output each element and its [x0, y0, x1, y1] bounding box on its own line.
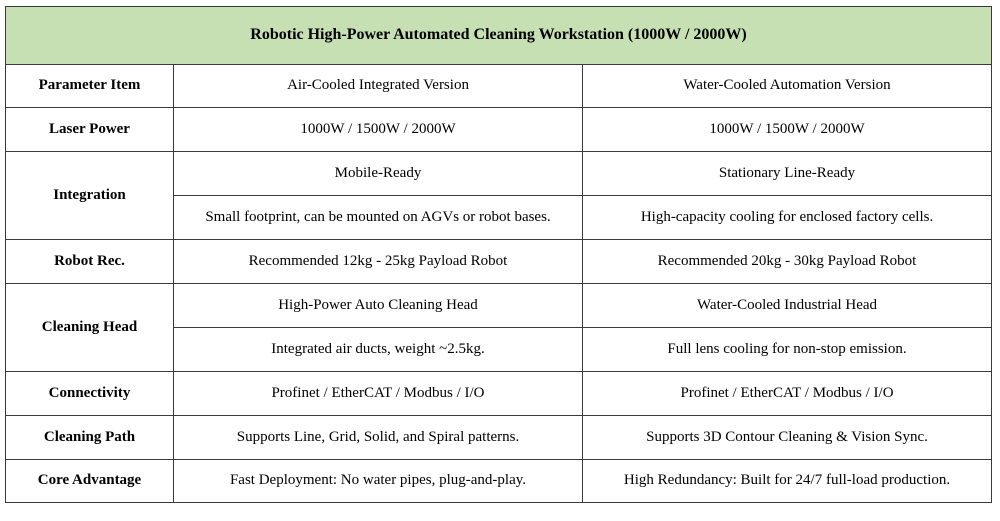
row-laser-power: [6, 108, 992, 152]
header-label-parameter-item: Parameter Item: [6, 65, 174, 108]
cell-connectivity-water: Profinet / EtherCAT / Modbus / I/O: [583, 372, 992, 416]
row-cleaning-head-1: [6, 284, 992, 328]
row-connectivity: [6, 372, 992, 416]
cell-integration-water-1: Stationary Line-Ready: [583, 152, 992, 196]
label-laser-power: Laser Power: [6, 108, 174, 152]
row-integration-1: [6, 152, 992, 196]
cell-laser-power-water: 1000W / 1500W / 2000W: [583, 108, 992, 152]
label-integration: Integration: [6, 152, 174, 240]
cell-integration-air-2: Small footprint, can be mounted on AGVs or robot bases.: [174, 196, 583, 240]
cell-cleaning-head-water-2: Full lens cooling for non-stop emission.: [583, 328, 992, 372]
label-core-advantage: Core Advantage: [6, 460, 174, 503]
cell-cleaning-path-water: Supports 3D Contour Cleaning & Vision Sync.: [583, 416, 992, 460]
label-cleaning-head: Cleaning Head: [6, 284, 174, 372]
header-water-cooled-version: Water-Cooled Automation Version: [583, 65, 992, 108]
header-row: [6, 65, 992, 108]
spec-table: [5, 6, 992, 503]
label-robot-rec: Robot Rec.: [6, 240, 174, 284]
cell-integration-air-1: Mobile-Ready: [174, 152, 583, 196]
row-cleaning-path: [6, 416, 992, 460]
cell-core-advantage-air: Fast Deployment: No water pipes, plug-and-play.: [174, 460, 583, 503]
cell-core-advantage-water: High Redundancy: Built for 24/7 full-load production.: [583, 460, 992, 503]
label-connectivity: Connectivity: [6, 372, 174, 416]
header-air-cooled-version: Air-Cooled Integrated Version: [174, 65, 583, 108]
cell-connectivity-air: Profinet / EtherCAT / Modbus / I/O: [174, 372, 583, 416]
title-row: [6, 7, 992, 65]
cell-laser-power-air: 1000W / 1500W / 2000W: [174, 108, 583, 152]
table-title: Robotic High-Power Automated Cleaning Workstation (1000W / 2000W): [6, 7, 992, 65]
label-cleaning-path: Cleaning Path: [6, 416, 174, 460]
cell-cleaning-head-water-1: Water-Cooled Industrial Head: [583, 284, 992, 328]
cell-robot-rec-air: Recommended 12kg - 25kg Payload Robot: [174, 240, 583, 284]
row-robot-rec: [6, 240, 992, 284]
cell-robot-rec-water: Recommended 20kg - 30kg Payload Robot: [583, 240, 992, 284]
row-core-advantage: [6, 460, 992, 503]
cell-integration-water-2: High-capacity cooling for enclosed factory cells.: [583, 196, 992, 240]
cell-cleaning-head-air-2: Integrated air ducts, weight ~2.5kg.: [174, 328, 583, 372]
cell-cleaning-path-air: Supports Line, Grid, Solid, and Spiral patterns.: [174, 416, 583, 460]
cell-cleaning-head-air-1: High-Power Auto Cleaning Head: [174, 284, 583, 328]
